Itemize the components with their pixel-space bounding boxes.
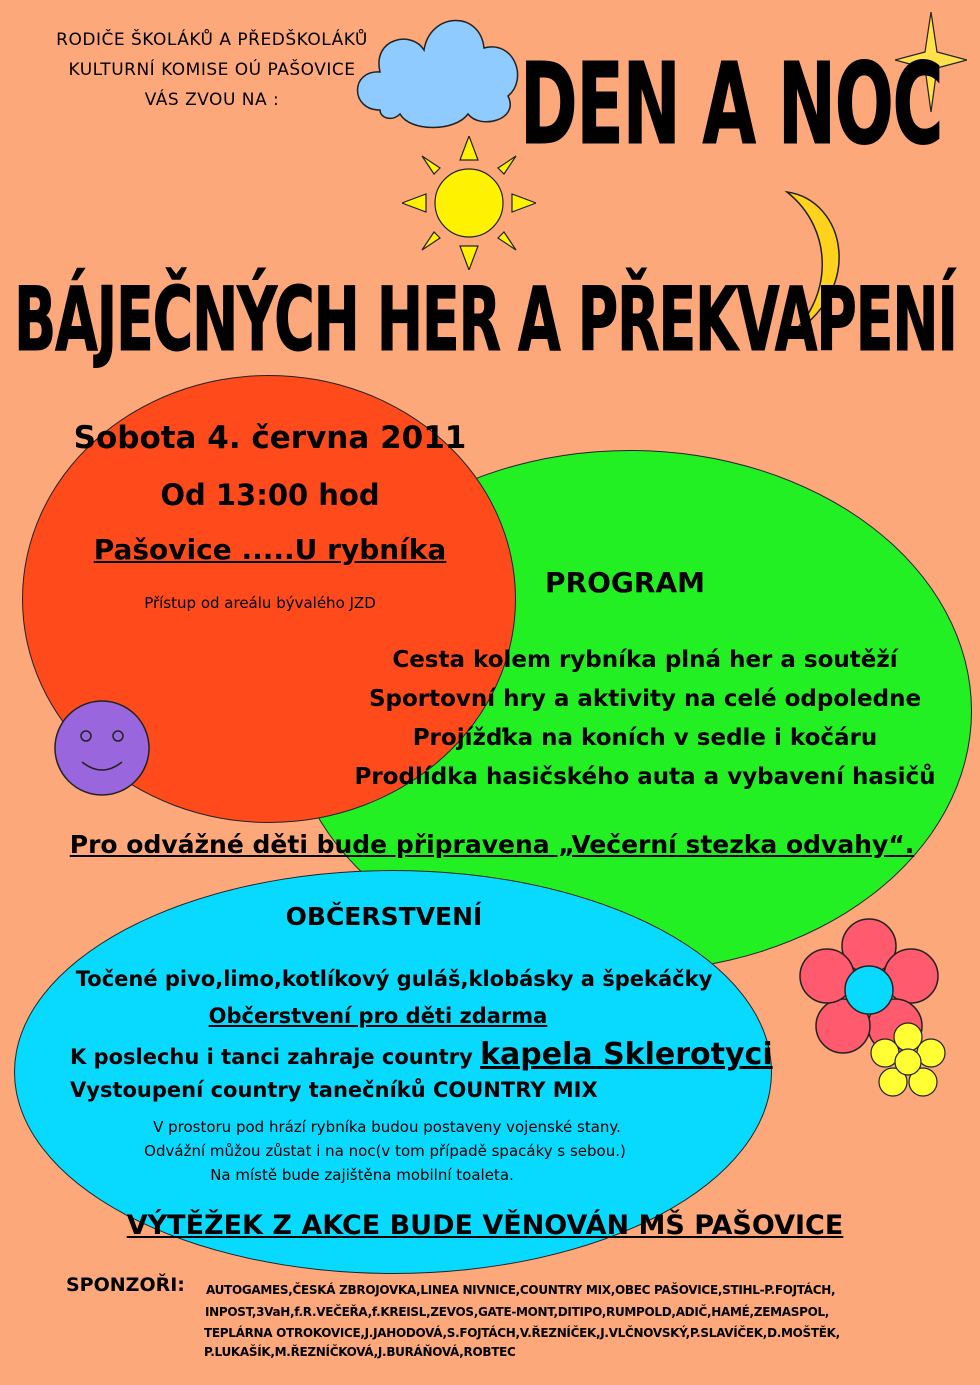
intro-line-1: RODIČE ŠKOLÁKŮ A PŘEDŠKOLÁKŮ [56, 30, 368, 50]
refreshments-line-2: Občerstvení pro děti zdarma [208, 1004, 548, 1028]
cloud-icon [350, 0, 530, 135]
refreshments-heading: OBČERSTVENÍ [285, 902, 483, 931]
sponsors-line-1: AUTOGAMES,ČESKÁ ZBROJOVKA,LINEA NIVNICE,COUNTRY MIX,OBEC PAŠOVICE,STIHL-P.FOJTÁCH, [206, 1283, 836, 1297]
proceeds-statement: VÝTĚŽEK Z AKCE BUDE VĚNOVÁN MŠ PAŠOVICE [126, 1210, 844, 1241]
program-heading: PROGRAM [545, 566, 705, 599]
program-item-3: Projížďka na koních v sedle i kočáru [412, 725, 878, 751]
sponsors-line-4: P.LUKAŠÍK,M.ŘEZNÍČKOVÁ,J.BURÁŇOVÁ,ROBTEC [204, 1345, 516, 1359]
sponsors-label: SPONZOŘI: [66, 1274, 185, 1296]
refreshments-note-2: Odvážní můžou zůstat i na noc(v tom případě spacáky s sebou.) [144, 1142, 626, 1160]
intro-line-3: VÁS ZVOU NA : [144, 90, 280, 110]
program-item-2: Sportovní hry a aktivity na celé odpoledne [368, 686, 922, 712]
program-item-1: Cesta kolem rybníka plná her a soutěží [392, 647, 898, 673]
title-line-2: BÁJEČNÝCH HER A PŘEKVAPENÍ [14, 268, 957, 371]
program-item-4: Prodlídka hasičského auta a vybavení hasičů [354, 764, 936, 790]
refreshments-line-3 [70, 1037, 773, 1072]
refreshments-line-3-text: K poslechu i tanci zahraje country [70, 1045, 481, 1069]
refreshments-note-3: Na místě bude zajištěna mobilní toaleta. [210, 1166, 514, 1184]
refreshments-line-4: Vystoupení country tanečníků COUNTRY MIX [70, 1078, 598, 1102]
smiley-face-icon [52, 698, 152, 798]
band-name: kapela Sklerotyci [480, 1037, 773, 1072]
sponsors-line-3: TEPLÁRNA OTROKOVICE,J.JAHODOVÁ,S.FOJTÁCH,V.ŘEZNÍČEK,J.VLČNOVSKÝ,P.SLAVÍČEK,D.MOŠTĚK, [204, 1326, 840, 1340]
event-access: Přístup od areálu bývalého JZD [144, 594, 376, 612]
flower-small-icon [868, 1022, 948, 1102]
program-highlight: Pro odvážné děti bude připravena „Večerní stezka odvahy“. [69, 830, 915, 859]
refreshments-note-1: V prostoru pod hrází rybníka budou postaveny vojenské stany. [153, 1118, 621, 1136]
sponsors-line-2: INPOST,3VaH,f.R.VEČEŘA,f.KREISL,ZEVOS,GATE-MONT,DITIPO,RUMPOLD,ADIČ,HAMÉ,ZEMASPOL, [205, 1305, 830, 1319]
event-date: Sobota 4. června 2011 [73, 420, 467, 456]
event-place: Pašovice .....U rybníka [93, 533, 447, 566]
event-time: Od 13:00 hod [160, 478, 380, 512]
refreshments-line-1: Točené pivo,limo,kotlíkový guláš,klobásky a špekáčky [75, 967, 713, 991]
intro-line-2: KULTURNÍ KOMISE OÚ PAŠOVICE [68, 60, 356, 80]
sun-icon [402, 136, 536, 270]
title-line-1: DEN A NOC [520, 40, 943, 170]
